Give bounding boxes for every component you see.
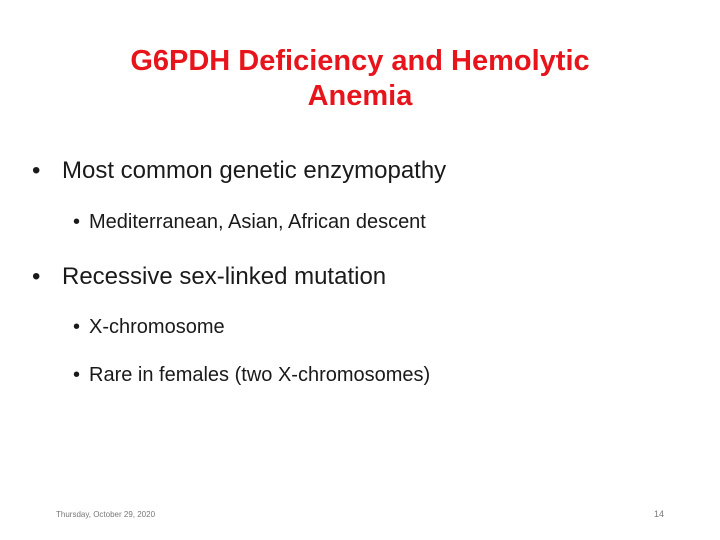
bullet-text: Mediterranean, Asian, African descent [89,211,426,233]
bullet-text: Most common genetic enzymopathy [62,157,447,184]
bullet-marker: • [73,316,81,338]
bullet-item-level1 [32,263,386,291]
bullet-item-level1 [32,157,446,185]
slide-title-line-2: Anemia [307,80,413,112]
bullet-text: Recessive sex-linked mutation [62,263,387,290]
footer-date: Thursday, October 29, 2020 [56,510,156,519]
bullet-text: X-chromosome [89,316,225,338]
slide-title-line-1: G6PDH Deficiency and Hemolytic [130,45,590,77]
bullet-item-level2 [73,364,430,387]
slide-title [60,44,660,114]
page-number: 14 [653,509,664,519]
bullet-marker: • [32,263,41,290]
bullet-marker: • [73,364,81,386]
bullet-text: Rare in females (two X-chromosomes) [89,364,431,386]
bullet-item-level2 [73,316,225,339]
bullet-marker: • [73,211,81,233]
bullet-item-level2 [73,211,426,234]
bullet-marker: • [32,157,41,184]
